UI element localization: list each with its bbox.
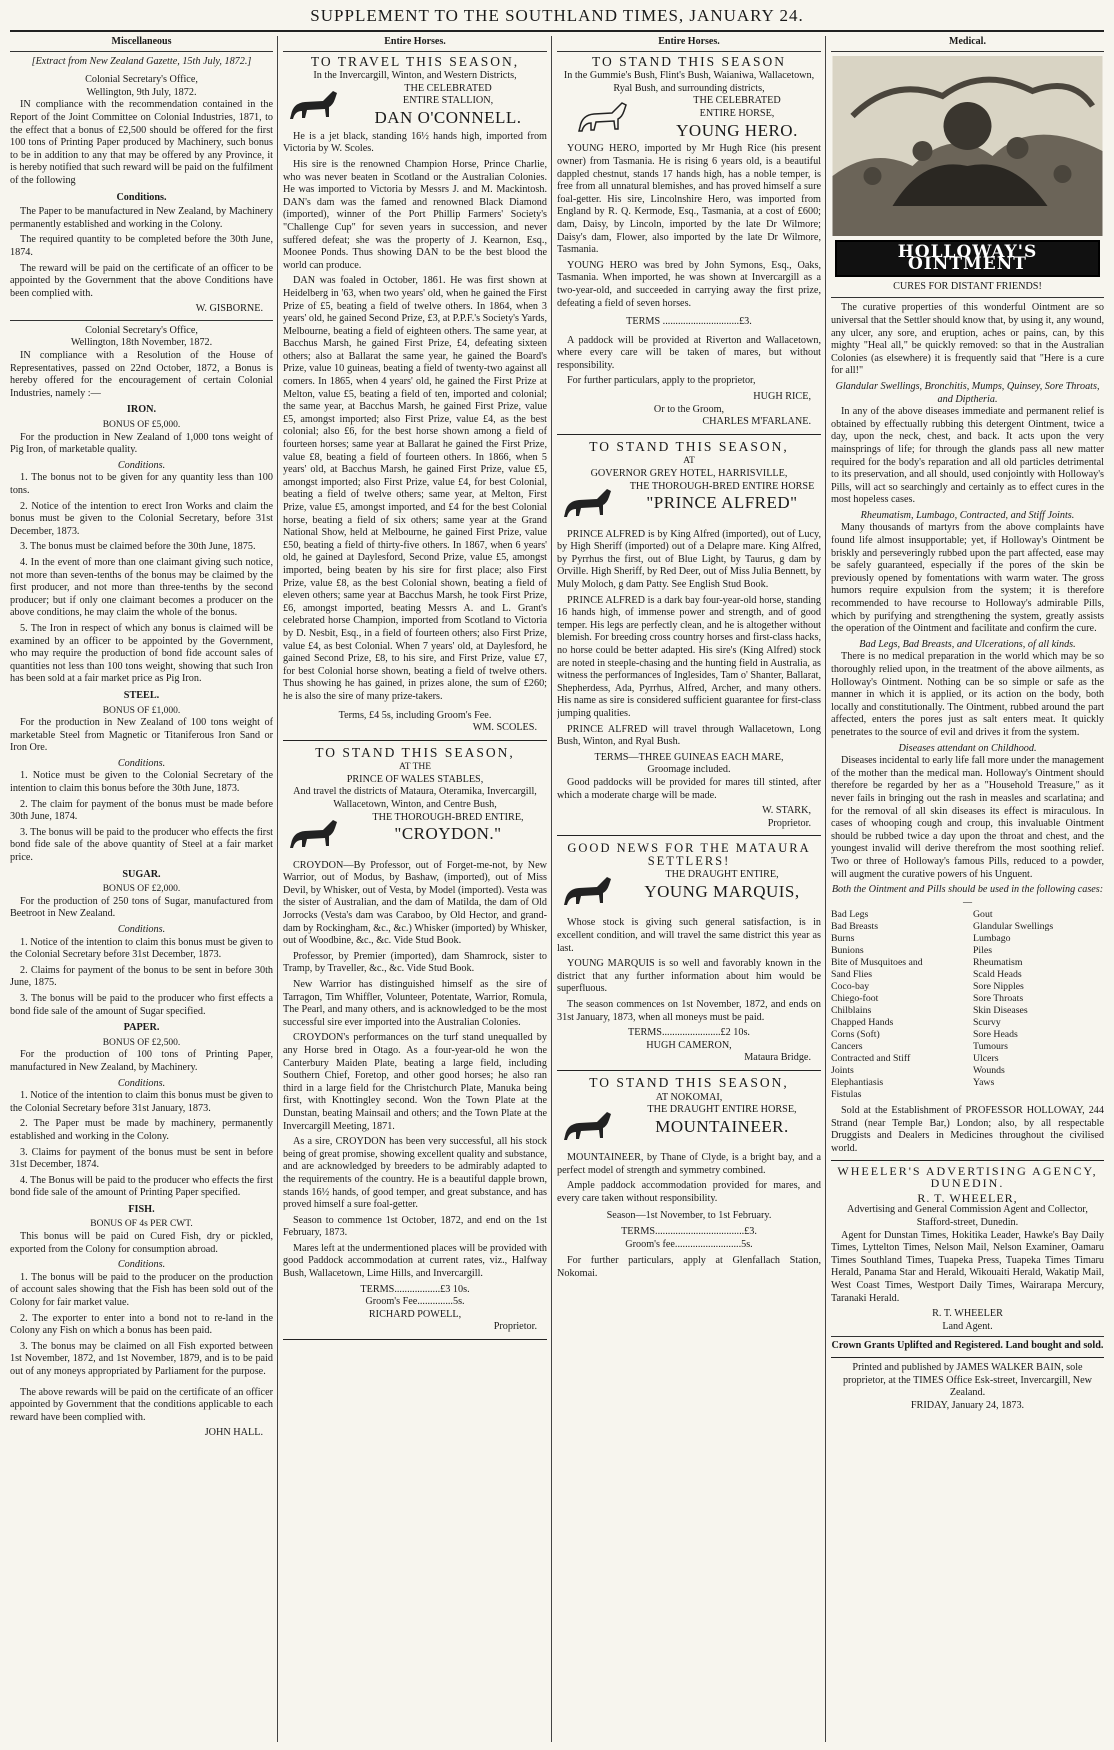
signature-title: Proprietor. — [493, 1321, 537, 1333]
ad-entire: ENTIRE HORSE, — [699, 107, 775, 119]
ad-paragraph: Whose stock is giving such general satisfaction, is in excellent condition, and will travel the same district this year as last. — [557, 917, 821, 954]
ad-headline: TO STAND THIS SEASON, — [589, 438, 789, 454]
condition: 2. The Paper must be made by machinery, permanently established and working in the Colony. — [10, 1118, 273, 1142]
top-rule — [10, 30, 1104, 32]
ad-paragraph: PRINCE ALFRED is a dark bay four-year-old horse, standing 16 hands high, of immense power and strength, and of good temper. His legs are perfectly clean, and he is altogether without blemish. For breeding cross country horses and first-class hacks, no horse could be better adapted. His sire's (King Alfred) stock are noted in steeple-chasing and the hunting field in Australia, as witness the performances of Inglesides, Tam o' Shanter, Ballarat, Shepherdess, Ada, Pyrrhus, Alfred, Archer, and many others. His name as sire is considered sufficient guarantee for first-class jumping qualities. — [557, 594, 821, 719]
ad-paragraph: A paddock will be provided at Riverton and Wallacetown, where every care will be taken of mares, but without responsibility. — [557, 334, 821, 371]
advertisement-dan-oconnell — [283, 53, 547, 741]
column-entire-horses-right — [557, 36, 821, 1742]
ad-headline: TO TRAVEL THIS SEASON, — [310, 53, 520, 69]
ailment-item: Fistulas — [831, 1089, 862, 1101]
ailment-item: Bad Legs — [831, 909, 869, 921]
ad-thoroughbred: THE THOROUGH-BRED ENTIRE, — [372, 811, 524, 823]
condition: 4. In the event of more than one claimant giving such notice, not more than seven-tenths of the bonus may be claimed by the first producer, and not more than three-tenths by the second producer; but if only one claimant becomes a producer on the above conditions, he may claim the whole of the bonus. — [10, 556, 273, 619]
office-date: Wellington, 9th July, 1872. — [86, 86, 197, 98]
section-heading: Medical. — [831, 36, 1104, 52]
condition: 3. Claims for payment of the bonus must be sent in before 31st December, 1874. — [10, 1146, 273, 1171]
bonus-amount: BONUS OF £5,000. — [102, 420, 181, 431]
horse-icon — [283, 814, 343, 858]
industry-heading: SUGAR. — [122, 868, 161, 880]
ad-groom-fee: Groom's Fee..............5s. — [365, 1296, 465, 1308]
ad-paragraph: As a sire, CROYDON has been very successful, all his stock being of great promise, showing excellent quality and substance, and are acknowledged by breeders to be admirably adapted to the requirements of the country. He is a beautiful dapple brown, stands 16½ hands, of good temper, and great substance, and has proved himself a sure foal-getter. — [283, 1136, 547, 1211]
ailment-item: Bad Breasts — [831, 921, 879, 933]
column-entire-horses-left — [283, 36, 547, 1742]
condition: The reward will be paid on the certificate of an officer to be appointed by the Government that the above Conditions have been complied with. — [10, 262, 273, 299]
bonus-text: For the production of 100 tons of Printing Paper, manufactured in New Zealand, by Machinery. — [10, 1049, 273, 1073]
ad-paragraph: Mares left at the undermentioned places will be provided with good Paddock accommodation at current rates, viz., Halfway Bush, Wallacetown, Lime Hills, and Invercargill. — [283, 1242, 547, 1280]
ad-paragraph: The curative properties of this wonderful Ointment are so universal that the Settler should know that, by using it, any wound, any ulcer, any sore, and eruption, aches or pains, can, by this mighty "Heal all," be quickly removed: so that in the Australian Colonies (as elsewhere) it is frequently said that "Here is a cure for all!" — [831, 302, 1104, 377]
ad-paragraph: PRINCE ALFRED will travel through Wallacetown, Long Bush, Winton, and Ryal Bush. — [557, 723, 821, 748]
ailment-item: Sore Heads — [972, 1029, 1018, 1041]
ad-districts: In the Invercargill, Winton, and Western Districts, — [313, 70, 517, 82]
ailment-item: Contracted and Stiff — [831, 1053, 911, 1065]
condition: 2. Notice of the intention to erect Iron Works and claim the bonus must be given to the Colonial Secretary, before 31st December, 1873. — [10, 500, 273, 537]
holloways-ointment-banner: HOLLOWAY'S OINTMENT — [835, 240, 1100, 277]
bonus-text: For the production in New Zealand of 100 tons weight of marketable Steel from Magnetic or Titaniferous Iron Sand or Iron Ore. — [10, 717, 273, 754]
ad-paragraph: YOUNG MARQUIS is so well and favorably known in the district that any further information about him would be superfluous. — [557, 958, 821, 995]
ailment-item: Ulcers — [972, 1053, 999, 1065]
advertisement-young-hero — [557, 53, 821, 435]
ad-paragraph: There is no medical preparation in the world which may be so thoroughly relied upon, in the treatment of the above ailments, as Holloway's Ointment. Nothing can be so simple or safe as the manner in which it is applied, or its action on the body, both locally and constitutionally. The Ointment, rubbed around the part affected, enters the pores just as salt enters meat. It quickly penetrates to the source of evil and drives it from the system. — [831, 651, 1104, 738]
ailment-item: Lumbago — [972, 933, 1011, 945]
column-divider — [277, 36, 278, 1742]
ad-paragraph: The season commences on 1st November, 1872, and ends on 31st January, 1873, when all moneys must be paid. — [557, 999, 821, 1023]
ailment-item: Rheumatism — [972, 957, 1023, 969]
imprint: Printed and published by JAMES WALKER BAIN, sole proprietor, at the TIMES Office Esk-street, Invercargill, New Zealand. — [842, 1361, 1093, 1399]
ailment-item: Piles — [972, 945, 993, 957]
masthead: SUPPLEMENT TO THE SOUTHLAND TIMES, JANUARY 24. — [310, 6, 804, 25]
conditions-heading: Conditions. — [116, 191, 167, 203]
signature: W. GISBORNE. — [195, 303, 263, 315]
horse-name: YOUNG MARQUIS, — [644, 882, 800, 902]
ad-or-groom: Or to the Groom, — [653, 403, 725, 415]
column-divider — [825, 36, 826, 1742]
ad-stables: PRINCE OF WALES STABLES, — [346, 773, 484, 785]
bonus-amount: BONUS OF £2,500. — [102, 1037, 181, 1048]
horse-icon — [557, 871, 617, 915]
condition: 1. Notice of the intention to claim this bonus must be given to the Colonial Secretary before 31st January, 1873. — [10, 1090, 273, 1114]
bonus-amount: BONUS OF £2,000. — [102, 884, 181, 895]
ailment-item: Yaws — [972, 1077, 995, 1089]
ad-groom-fee: Groom's fee..........................5s. — [625, 1238, 753, 1250]
ad-paragraph: Ample paddock accommodation provided for mares, and every care taken without responsibility. — [557, 1180, 821, 1204]
ad-terms: TERMS—THREE GUINEAS EACH MARE, — [594, 751, 784, 763]
office-line: Colonial Secretary's Office, — [85, 324, 198, 336]
wheeler-address: Stafford-street, Dunedin. — [916, 1217, 1019, 1229]
industry-heading: FISH. — [128, 1203, 155, 1215]
ailment-item: Sand Flies — [831, 969, 873, 981]
horse-icon — [557, 1106, 617, 1150]
ailments-list — [831, 909, 1104, 1101]
condition: 2. Claims for payment of the bonus to be sent in before 30th June, 1875. — [10, 964, 273, 989]
ailments-list-left — [831, 909, 962, 1101]
condition: 2. The claim for payment of the bonus must be made before 30th June, 1874. — [10, 798, 273, 823]
wheeler-agents: Agent for Dunstan Times, Hokitika Leader, Hawke's Bay Daily Times, Lyttelton Times, Nelson Mail, Nelson Examiner, Oamaru Times Southland Times, Tuapeka Press, Tuapeka Times Timaru Herald, Panama Star and Herald, Wikouaiti Herald, Wakatip Mail, West Coast Times, Westport Daily Times, Wairarapa Mercury, Taranaki Herald. — [831, 1229, 1104, 1304]
ailment-item: Scald Heads — [972, 969, 1022, 981]
ad-draught: THE DRAUGHT ENTIRE HORSE, — [647, 1104, 797, 1116]
conditions-heading: Conditions. — [117, 1077, 166, 1089]
ailment-item: Gout — [972, 909, 993, 921]
ailment-heading: Diseases attendant on Childhood. — [898, 742, 1037, 754]
ailment-item: Wounds — [972, 1065, 1005, 1077]
ad-draught: THE DRAUGHT ENTIRE, — [665, 869, 779, 881]
advertisement-young-marquis — [557, 842, 821, 1071]
ailment-heading: Both the Ointment and Pills should be used in the following cases:— — [831, 884, 1104, 908]
ailment-item: Joints — [831, 1065, 854, 1077]
ailment-item: Sore Nipples — [972, 981, 1024, 993]
signature: W. STARK, — [762, 805, 811, 817]
horse-name: DAN O'CONNELL. — [374, 107, 522, 127]
signature: RICHARD POWELL, — [368, 1308, 462, 1320]
signature: R. T. WHEELER — [932, 1308, 1003, 1320]
section-heading: Entire Horses. — [283, 36, 547, 52]
condition: 1. The bonus not to be given for any quantity less than 100 tons. — [10, 472, 273, 496]
ad-paragraph: Sold at the Establishment of PROFESSOR HOLLOWAY, 244 Strand (near Temple Bar,) London; also, by all respectable Druggists and Dealers in Medicines throughout the civilised world. — [831, 1105, 1104, 1155]
engraving-illustration — [831, 56, 1104, 236]
section-heading: Miscellaneous — [10, 36, 273, 52]
section-heading: Entire Horses. — [557, 36, 821, 52]
ad-paragraph: For further particulars, apply to the proprietor, — [567, 375, 756, 387]
ailment-item: Chapped Hands — [831, 1017, 894, 1029]
ad-terms: TERMS..................£3 10s. — [360, 1283, 470, 1295]
signature-place: Mataura Bridge. — [744, 1052, 811, 1064]
wheeler-occupation: Advertising and General Commission Agent and Collector, — [847, 1204, 1088, 1216]
ad-paragraph: CROYDON's performances on the turf stand unequalled by any Horse bred in Otago. As a four-year-old he won the Canterbury Maiden Plate, beating a large field, including Southern Chief, Foretop, and other good horses; he also ran third in a large field for the Christchurch Plate, Manuka being first, with Knottingley second. Won the Town Plate at the Dunstan, beating Mainsail and others; and the Town Plate at the Invercargill Meeting, 1871. — [283, 1032, 547, 1132]
ad-paragraph: DAN was foaled in October, 1861. He was first shown at Heidelberg in '63, when two years' old, when he gained the First Prize of £5, beating a field of twelve others. In 1864, when 3 years' old, he gained Second Prize, £3, at P.P.F.'s Society's Yards, Melbourne, beating a field of eighteen others. The same year, at Bacchus Marsh, he gained First Prize, £4, defeating sixteen others; also at Ballarat the same year, he gained the Board's Prize, value 10 guineas, beating a field of twenty-two against all comers. In 1865, when 4 years' old, he gained the First Prize at Melton, value £5, beating a field of ten, imported and colonial; the same year, at Bacchus Marsh, he gained First Prize, value £5, amongst imported; also First Prize, value £4, as the best colonial; also £6, for the best horse shown among a field of fourteen horses; same year at Ballarat he gained the First Prize, value £8, beating a field of fourteen others. In 1866, when 5 years' old, at Bacchus Marsh, he gained First Prize, value £5, amongst imported; also First Prize, value £4, for best Colonial, beating a field of twelve others; same year, at Melton, First Prize, value £5, amongst imported, and £4 for the best Colonial horse, beating a field of six others; same year at the Grand National Show, held at Melbourne, he gained First Prize, value £50, beating a field of thirty-five others. In 1867, when 6 years' old, he gained at Daylesford, Second Prize, value £5, amongst imported, being beaten by his sire for first place; also First Prize, value £8, as the best Colonial shown, beating a field of eleven others; same year at Bacchus Marsh, he took First Prize, £6, amongst imported, beating Messrs A. and L. Grant's celebrated horse Champion, imported from Scotland to Victoria by D. Nesbit, Esq., in a field of fourteen others; also First Prize, value £4, as best Colonial. When 7 years' old, at Daylesford, he gained Second Prize, £8, to his sire, and First Prize, value £7, for best Colonial horse shown, beating a field of twelve others. Thus showing he has gained, in prizes alone, the sum of £260; he is also the sire of many prize-takers. — [283, 275, 547, 702]
ailment-item: Chilblains — [831, 1005, 872, 1017]
signature-title: Land Agent. — [942, 1320, 993, 1332]
ad-terms: TERMS...................................£3. — [621, 1226, 757, 1238]
bonus-text: For the production in New Zealand of 1,000 tons weight of Pig Iron, of marketable quality. — [10, 431, 273, 456]
ad-paragraph: Many thousands of martyrs from the above complaints have found life almost insupportable; yet, if Holloway's Ointment be briskly and perseveringly rubbed upon the part affected, ease may be safely guaranteed, especially if the pores of the skin be previously opened by fomentations with warm water. The gross humors require expulsion from the system; it is therefore recommended to have recourse to Holloway's admirable Pills, which by purifying and strengthening the system, greatly assists the operation of the Ointment and facilitate and confirm the cure. — [831, 522, 1104, 635]
ad-paragraph: PRINCE ALFRED is by King Alfred (imported), out of Lucy, by High Sheriff (imported) out of a Delapre mare. King Alfred, by Pyrrhus the first, out of Blue Light, by Taurus, g dam by Orville. High Sheriff, by Red Deer, out of Miss Julia Bennett, by Muly Moloch, g dam Patty. See English Stud Book. — [557, 528, 821, 590]
ailment-item: Skin Diseases — [972, 1005, 1028, 1017]
condition: 3. The bonus must be claimed before the 30th June, 1875. — [20, 541, 256, 553]
ad-paragraph: New Warrior has distinguished himself as the sire of Tarragon, Tim Whiffler, Volunteer, Potentate, Warrior, Romula, The Pearl, and many others, and is acknowledged to be the most successful sire ever imported into the Australian Colonies. — [283, 979, 547, 1028]
ailment-item: Burns — [831, 933, 855, 945]
ailment-item: Sore Throats — [972, 993, 1024, 1005]
ad-venue: AT NOKOMAI, — [655, 1091, 723, 1103]
notice-paragraph: IN compliance with the recommendation contained in the Report of the Joint Committee on Colonial Industries, 1871, to the effect that a bonus of £2,500 should be offered for the first 100 tons of Printing Paper produced by Machinery, such bonus to be in addition to any that may be offered by any Province, it is hereby notified that such reward will be paid on the fulfilment of the following — [10, 99, 273, 186]
ad-paragraph: He is a jet black, standing 16½ hands high, imported from Victoria by W. Scoles. — [283, 130, 547, 155]
ad-headline: TO STAND THIS SEASON, — [589, 1075, 789, 1090]
ailment-item: Elephantiasis — [831, 1077, 884, 1089]
ad-paragraph: Diseases incidental to early life fall more under the management of the mother than the medical man. Holloway's Ointment should therefore be regarded by her as a "Household Treasure," as it never fails in bringing out the rash in measles and scarlatina; and for the removal of all skin diseases its effect is miraculous. In cases of whooping cough and croup, this invaluable Ointment should be rubbed twice a day upon the throat and chest, and the youngest invalid will derive therefrom the most soothing relief. Two or three of Holloway's famous Pills, reduced to a powder, will augment the curative powers of his Unguent. — [831, 755, 1104, 880]
advertisement-croydon — [283, 744, 547, 1340]
column-miscellaneous — [10, 36, 273, 1742]
ailment-heading: Glandular Swellings, Bronchitis, Mumps, Quinsey, Sore Throats, and Diptheria. — [835, 380, 1100, 405]
closing-paragraph: The above rewards will be paid on the certificate of an officer appointed by Government that the conditions applicable to each reward have been complied with. — [10, 1386, 273, 1423]
ad-thoroughbred: THE THOROUGH-BRED ENTIRE HORSE — [629, 480, 815, 492]
signature: HUGH RICE, — [753, 391, 811, 403]
ailment-heading: Rheumatism, Lumbago, Contracted, and Stiff Joints. — [860, 509, 1075, 521]
bonus-text: For the production of 250 tons of Sugar, manufactured from Beetroot in New Zealand. — [10, 895, 273, 920]
ailment-item: Tumours — [972, 1041, 1008, 1053]
horse-name: YOUNG HERO. — [676, 120, 798, 140]
column-divider — [551, 36, 552, 1742]
ad-paragraph: In any of the above diseases immediate and permanent relief is obtained by effectually rubbing this detergent Ointment, twice a day, upon the neck, chest, and back. It acts upon the very mainsprings of life; for through the glands pass all new matter required for the body's reparation and all old particles detrimental to its preservation, and all should, used conjointly with Holloway's Pills, will act so searchingly and certainly as to effect cures in the most hopeless cases. — [831, 406, 1104, 506]
ad-headline: TO STAND THIS SEASON — [591, 53, 787, 69]
signature: WM. SCOLES. — [472, 722, 537, 734]
office-date: Wellington, 18th November, 1872. — [70, 337, 213, 349]
wheeler-name: R. T. WHEELER, — [917, 1190, 1018, 1205]
crown-grants: Crown Grants Uplifted and Registered. Land bought and sold. — [831, 1340, 1104, 1352]
ad-paragraph: MOUNTAINEER, by Thane of Clyde, is a bright bay, and a perfect model of strength and symmetry combined. — [557, 1152, 821, 1176]
ad-paragraph: For further particulars, apply at Glenfallach Station, Nokomai. — [557, 1255, 821, 1279]
ad-paragraph: Good paddocks will be provided for mares till stinted, after which a moderate charge will be made. — [557, 776, 821, 801]
conditions-heading: Conditions. — [117, 459, 166, 471]
industry-heading: PAPER. — [123, 1022, 160, 1034]
ad-paragraph: CROYDON—By Professor, out of Forget-me-not, by New Warrior, out of Modus, by Bashaw, (imported), out of Miss Devil, by Whisker, out of Vesta, by Model (imported). Vesta was the sister of Australian, and the dam of Matilda, the dam of Old Jorrocks (Vesta's dam was Caraboo, by Old Hector, and grand-dam by Rockingham, &c., &c.) Whisker (imported) by Whisker, out of Woodbine, &c., &c. Vide Stud Book. — [283, 859, 547, 947]
gazette-extract: [Extract from New Zealand Gazette, 15th July, 1872.] — [31, 55, 252, 67]
advertisement-mountaineer — [557, 1077, 821, 1281]
condition: 3. The bonus will be paid to the producer who first effects a bond fide sale of the amount of Sugar specified. — [10, 992, 273, 1017]
ad-paragraph: Season to commence 1st October, 1872, and end on the 1st February, 1873. — [283, 1214, 547, 1239]
imprint-date: FRIDAY, January 24, 1873. — [910, 1399, 1025, 1411]
condition: 3. The bonus will be paid to the producer who effects the first bond fide sale of the above quantity of Steel at a fair market price. — [10, 826, 273, 864]
advertisement-prince-alfred — [557, 438, 821, 836]
condition: 1. Notice of the intention to claim this bonus must be given to the Colonial Secretary before 31st December, 1873. — [10, 936, 273, 961]
industry-heading: IRON. — [126, 404, 157, 416]
ailment-heading: Bad Legs, Bad Breasts, and Ulcerations, of all kinds. — [859, 638, 1076, 650]
conditions-heading: Conditions. — [117, 757, 166, 769]
ailment-item: Corns (Soft) — [831, 1029, 880, 1041]
signature: HUGH CAMERON, — [646, 1039, 732, 1051]
ad-season: Season—1st November, to 1st February. — [606, 1209, 772, 1221]
horse-icon — [283, 85, 343, 129]
bonus-amount: BONUS OF £1,000. — [102, 705, 181, 716]
ad-headline: GOOD NEWS FOR THE MATAURA SETTLERS! — [567, 841, 811, 868]
condition: The required quantity to be completed before the 30th June, 1874. — [10, 234, 273, 258]
ad-groomage: Groomage included. — [647, 764, 731, 776]
ad-terms: TERMS ..............................£3. — [626, 316, 752, 328]
ad-terms: Terms, £4 5s, including Groom's Fee. — [338, 709, 492, 721]
horse-name: "PRINCE ALFRED" — [646, 493, 798, 513]
ad-paragraph: YOUNG HERO, imported by Mr Hugh Rice (his present owner) from Tasmania. He is rising 6 years old, is a beautiful dappled chestnut, stands 17 hands high, has a noble temper, is free from all unnatural blemishes, and has proved himself a sure foal-getter. His sire, Lincolnshire Hero, was imported from England by R. Q. Kermode, Esq., Tasmania, at a cost of £600; dam, Daisy, by Lincoln, imported by the late Dr Wilmore; Daisy's dam, Flower, also imported by the late Dr Wilmore, Tasmania. — [557, 143, 821, 256]
horse-icon — [557, 483, 617, 527]
industry-heading: STEEL. — [123, 689, 160, 701]
conditions-heading: Conditions. — [117, 924, 166, 935]
ad-paragraph: His sire is the renowned Champion Horse, Prince Charlie, who was never beaten in Scotland or the Australian Colonies. He was imported to Victoria by Messrs J. and M. Mackintosh. DAN's dam was the famed and renowned Black Diamond (imported), winner of the Port Phillip Farmers' Society's "Challenge Cup" for seven years in succession, and never suffered defeat; she was the property of J. Kearnon, Esq., Moonee Ponds. Thus showing DAN to be the best blood the world can produce. — [283, 158, 547, 271]
ailment-item: Coco-bay — [831, 981, 870, 993]
ad-celebrated: THE CELEBRATED — [404, 82, 492, 94]
cures-subtitle: CURES FOR DISTANT FRIENDS! — [893, 280, 1042, 292]
horse-name: "CROYDON." — [394, 824, 502, 844]
condition: 5. The Iron in respect of which any bonus is claimed will be examined by an officer to be appointed by the Government, who may require the production of bond fide account sales of quantities not less than 100 tons weight, showing that such Iron has been sold at a fair market price as Pig Iron. — [10, 622, 273, 685]
ailment-item: Chiego-foot — [831, 993, 879, 1005]
horse-icon — [557, 97, 647, 141]
ad-districts: In the Gummie's Bush, Flint's Bush, Waianiwa, Wallacetown, Ryal Bush, and surrounding districts, — [563, 70, 815, 94]
ailment-item: Cancers — [831, 1041, 863, 1053]
bonus-amount: BONUS OF 4s PER CWT. — [90, 1219, 193, 1230]
ad-at: AT — [683, 456, 695, 467]
ad-paragraph: Professor, by Premier (imported), dam Shamrock, sister to Tramp, by Traveller, &c., &c. Vide Stud Book. — [283, 950, 547, 975]
condition: 4. The Bonus will be paid to the producer who effects the first bond fide sale of the amount of Printing Paper specified. — [10, 1174, 273, 1199]
ailment-item: Scurvy — [972, 1017, 1001, 1029]
conditions-heading: Conditions. — [117, 1259, 166, 1271]
condition: 3. The bonus may be claimed on all Fish exported between 1st November, 1872, and 1st November, 1879, and is to be paid out of any moneys appropriated by Parliament for the purpose. — [10, 1340, 273, 1377]
ad-travel: And travel the districts of Mataura, Oteramika, Invercargill, Wallacetown, Winton, and Centre Bush, — [293, 786, 537, 811]
ailments-list-right — [973, 909, 1104, 1101]
signature: CHARLES M'FARLANE. — [702, 416, 811, 428]
ad-at: AT THE — [398, 762, 432, 773]
condition: The Paper to be manufactured in New Zealand, by Machinery permanently established and working in the Colony. — [10, 206, 273, 230]
ad-venue: GOVERNOR GREY HOTEL, HARRISVILLE, — [590, 468, 788, 480]
ailment-item: Bite of Musquitoes and — [831, 957, 923, 969]
column-medical — [831, 36, 1104, 1742]
ailment-item: Bunions — [831, 945, 864, 957]
signature: JOHN HALL. — [204, 1427, 263, 1439]
ad-terms: TERMS.......................£2 10s. — [628, 1027, 750, 1039]
ailment-item: Glandular Swellings — [972, 921, 1054, 933]
notice-paragraph: IN compliance with a Resolution of the House of Representatives, passed on 22nd October, 1872, a Bonus is hereby offered for the encouragement of certain Colonial Industries, namely :— — [10, 350, 273, 399]
condition: 1. The bonus will be paid to the producer on the production of account sales showing that the Fish has been sold out of the Colony for fair market value. — [10, 1271, 273, 1309]
ad-paragraph: YOUNG HERO was bred by John Symons, Esq., Oaks, Tasmania. When imported, he was shown at Invercargill as a two-year-old, and succeeded in carrying away the first prize, defeating a field of seven horses. — [557, 259, 821, 309]
condition: 2. The exporter to enter into a bond not to re-land in the Colony any Fish on which a bonus has been paid. — [10, 1312, 273, 1337]
ad-headline: TO STAND THIS SEASON, — [315, 744, 515, 760]
condition: 1. Notice must be given to the Colonial Secretary of the intention to claim this bonus before the 30th June, 1873. — [10, 770, 273, 795]
office-line: Colonial Secretary's Office, — [85, 74, 198, 86]
bonus-text: This bonus will be paid on Cured Fish, dry or pickled, exported from the Colony for consumption abroad. — [10, 1231, 273, 1255]
wheeler-heading: WHEELER'S ADVERTISING AGENCY, DUNEDIN. — [837, 1163, 1098, 1191]
ad-celebrated: THE CELEBRATED — [693, 95, 781, 107]
signature-title: Proprietor. — [767, 817, 811, 829]
horse-name: MOUNTAINEER. — [655, 1116, 789, 1136]
ad-stallion: ENTIRE STALLION, — [402, 95, 494, 107]
